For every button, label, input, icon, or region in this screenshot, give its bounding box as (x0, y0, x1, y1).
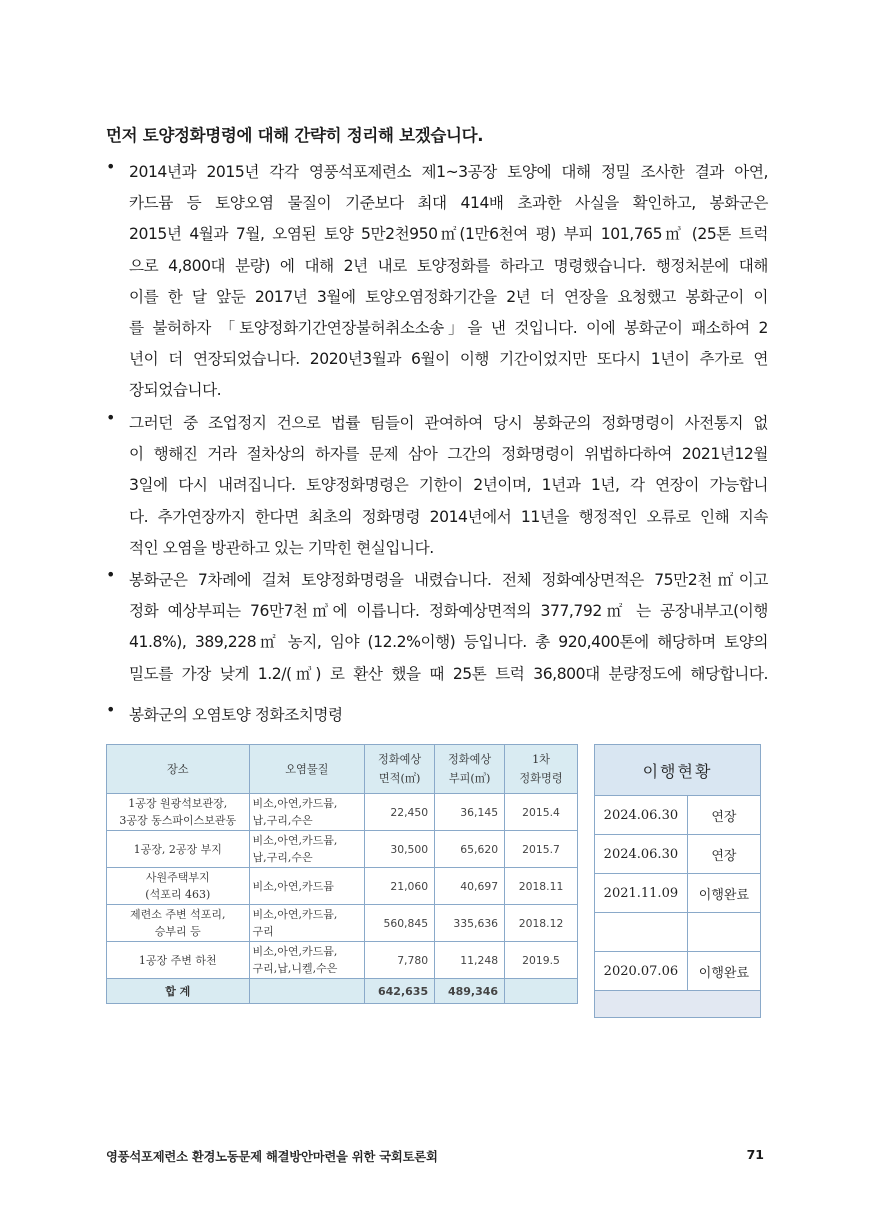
status-header: 이행현황 (595, 745, 761, 796)
table-row (107, 868, 578, 905)
bullet-line: 를 불허하자 「토양정화기간연장불허취소소송」을 낸 것입니다. 이에 봉화군이 패소하여 2 (129, 318, 768, 337)
table-row (107, 794, 578, 831)
bullet-line: 2015년 4월과 7월, 오염된 토양 5만2천950㎡(1만6천여 평) 부피 101,765㎥ (25톤 트럭 (129, 225, 768, 244)
cell-volume: 11,248 (435, 942, 505, 979)
cell-place: 제련소 주변 석포리, 승부리 등 (107, 905, 250, 942)
table-row (107, 942, 578, 979)
cell-volume: 36,145 (435, 794, 505, 831)
cell-place: 사원주택부지 (석포리 463) (107, 868, 250, 905)
bullet-line: 년이 더 연장되었습니다. 2020년3월과 6월이 이행 기간이었지만 또다시 1년이 추가로 연 (129, 350, 768, 369)
bullet-item-order-volume (106, 565, 768, 690)
status-state: 연장 (687, 796, 760, 835)
bullet-line: 정화 예상부피는 76만7천㎥에 이릅니다. 정화예상면적의 377,792㎡ 는 공장내부고(이행 (129, 602, 768, 621)
cell-pollutant: 비소,아연,카드뮴, 납,구리,수은 (249, 831, 365, 868)
soil-cleanup-order-table (106, 744, 578, 1004)
table-header-row (107, 745, 578, 794)
cell-order: 2015.7 (505, 831, 578, 868)
status-row (595, 913, 761, 952)
bullet-line: 그러던 중 조업정지 건으로 법률 팀들이 관여하여 당시 봉화군의 정화명령이 사전통지 없 (129, 414, 768, 432)
cell-area: 21,060 (365, 868, 435, 905)
bullet-line: 으로 4,800대 분량) 에 대해 2년 내로 토양정화를 하라고 명령했습니다. 행정처분에 대해 (129, 256, 768, 275)
status-state: 연장 (687, 835, 760, 874)
total-empty (505, 979, 578, 1004)
status-date: 2020.07.06 (595, 952, 688, 991)
cell-order: 2018.12 (505, 905, 578, 942)
bullet-line: 41.8%), 389,228㎡ 농지, 임야 (12.2%이행) 등입니다. 총 920,400톤에 해당하며 토양의 (129, 633, 768, 652)
status-date (595, 913, 688, 952)
header-place: 장소 (107, 745, 250, 794)
cell-volume: 40,697 (435, 868, 505, 905)
table-row (107, 831, 578, 868)
cell-place: 1공장, 2공장 부지 (107, 831, 250, 868)
cell-volume: 335,636 (435, 905, 505, 942)
bullet-item-legal-issue (106, 408, 768, 564)
cell-order: 2018.11 (505, 868, 578, 905)
table-total-row (107, 979, 578, 1004)
header-volume: 정화예상 부피(㎥) (435, 745, 505, 794)
status-state (687, 913, 760, 952)
bullet-line: 장되었습니다. (129, 381, 222, 400)
bullet-item-soil-order-history (106, 157, 768, 407)
bullet-line: 봉화군은 7차례에 걸쳐 토양정화명령을 내렸습니다. 전체 정화예상면적은 75만2천㎡이고 (129, 571, 768, 589)
cell-place: 1공장 원광석보관장, 3공장 동스파이스보관동 (107, 794, 250, 831)
header-area: 정화예상 면적(㎡) (365, 745, 435, 794)
status-state: 이행완료 (687, 952, 760, 991)
bullet-dot: • (106, 700, 116, 719)
cell-pollutant: 비소,아연,카드뮴, 납,구리,수은 (249, 794, 365, 831)
bullet-dot: • (106, 565, 116, 584)
cell-place: 1공장 주변 하천 (107, 942, 250, 979)
status-date: 2024.06.30 (595, 796, 688, 835)
implementation-status-table (594, 744, 761, 1018)
bullet-line: 이 행해진 거라 절차상의 하자를 문제 삼아 그간의 정화명령이 위법하다하여 2021년12월 (129, 445, 768, 464)
header-pollutant: 오염물질 (249, 745, 365, 794)
status-row (595, 874, 761, 913)
table-row (107, 905, 578, 942)
status-header-row (595, 745, 761, 796)
total-label: 합 계 (107, 979, 250, 1004)
cell-order: 2019.5 (505, 942, 578, 979)
total-volume: 489,346 (435, 979, 505, 1004)
cell-volume: 65,620 (435, 831, 505, 868)
bullet-dot: • (106, 157, 116, 176)
page-number: 71 (746, 1147, 764, 1162)
cell-pollutant: 비소,아연,카드뮴 (249, 868, 365, 905)
cell-area: 560,845 (365, 905, 435, 942)
bullet-line: 적인 오염을 방관하고 있는 기막힌 현실입니다. (129, 538, 434, 557)
status-row (595, 835, 761, 874)
bullet-line: 다. 추가연장까지 한다면 최초의 정화명령 2014년에서 11년을 행정적인 오류로 인해 지속 (129, 507, 768, 526)
bullet-item-table-caption (106, 700, 768, 731)
status-row (595, 796, 761, 835)
bullet-line: 3일에 다시 내려집니다. 토양정화명령은 기한이 2년이며, 1년과 1년, 각 연장이 가능합니 (129, 476, 768, 495)
status-date: 2021.11.09 (595, 874, 688, 913)
footer-title: 영풍석포제련소 환경노동문제 해결방안마련을 위한 국회토론회 (106, 1150, 438, 1164)
cell-pollutant: 비소,아연,카드뮴, 구리,납,니켈,수은 (249, 942, 365, 979)
cell-area: 7,780 (365, 942, 435, 979)
bullet-line: 봉화군의 오염토양 정화조치명령 (129, 706, 343, 724)
total-area: 642,635 (365, 979, 435, 1004)
total-empty (249, 979, 365, 1004)
status-date: 2024.06.30 (595, 835, 688, 874)
bullet-line: 밀도를 가장 낮게 1.2/(㎥) 로 환산 했을 때 25톤 트럭 36,800대 분량정도에 해당합니다. (129, 664, 768, 683)
status-state: 이행완료 (687, 874, 760, 913)
bullet-dot: • (106, 408, 116, 427)
bullet-line: 이를 한 달 앞둔 2017년 3월에 토양오염정화기간을 2년 더 연장을 요청했고 봉화군이 이 (129, 287, 768, 306)
status-total-row (595, 991, 761, 1018)
cell-area: 30,500 (365, 831, 435, 868)
header-order: 1차 정화명령 (505, 745, 578, 794)
status-blank (595, 991, 761, 1018)
cell-pollutant: 비소,아연,카드뮴, 구리 (249, 905, 365, 942)
bullet-line: 2014년과 2015년 각각 영풍석포제련소 제1~3공장 토양에 대해 정밀 조사한 결과 아연, (129, 163, 768, 181)
status-row (595, 952, 761, 991)
cell-order: 2015.4 (505, 794, 578, 831)
section-heading: 먼저 토양정화명령에 대해 간략히 정리해 보겠습니다. (106, 126, 484, 145)
cell-area: 22,450 (365, 794, 435, 831)
bullet-line: 카드뮴 등 토양오염 물질이 기준보다 최대 414배 초과한 사실을 확인하고, 봉화군은 (129, 194, 768, 213)
